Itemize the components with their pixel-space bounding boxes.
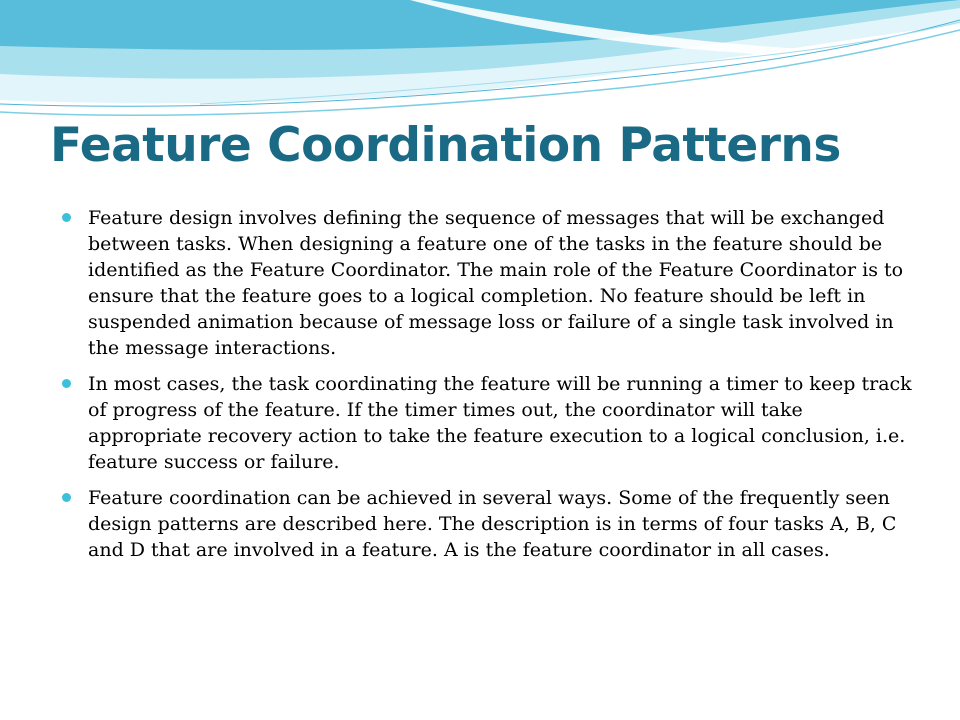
slide-title: Feature Coordination Patterns: [50, 118, 841, 173]
bullet-marker-icon: [62, 213, 71, 222]
bullet-item: [62, 205, 912, 361]
bullet-item: [62, 485, 912, 563]
bullet-text: Feature coordination can be achieved in several ways. Some of the frequently seen design patterns are described here. The description is in terms of four tasks A, B, C and D that are involved in a feature. A is the feature coordinator in all cases.: [88, 487, 897, 561]
bullet-item: [62, 371, 912, 475]
bullet-marker-icon: [62, 379, 71, 388]
bullet-text: In most cases, the task coordinating the feature will be running a timer to keep track of progress of the feature. If the timer times out, the coordinator will take appropriate recovery action to take the feature execution to a logical conclusion, i.e. feature success or failure.: [88, 373, 912, 473]
header-wave-decoration: [0, 0, 960, 130]
bullet-list: [62, 205, 912, 573]
bullet-marker-icon: [62, 493, 71, 502]
bullet-text: Feature design involves defining the sequence of messages that will be exchanged between tasks. When designing a feature one of the tasks in the feature should be identified as the Feature Coordinator. The main role of the Feature Coordinator is to ensure that the feature goes to a logical completion. No feature should be left in suspended animation because of message loss or failure of a single task involved in the message interactions.: [88, 207, 904, 359]
